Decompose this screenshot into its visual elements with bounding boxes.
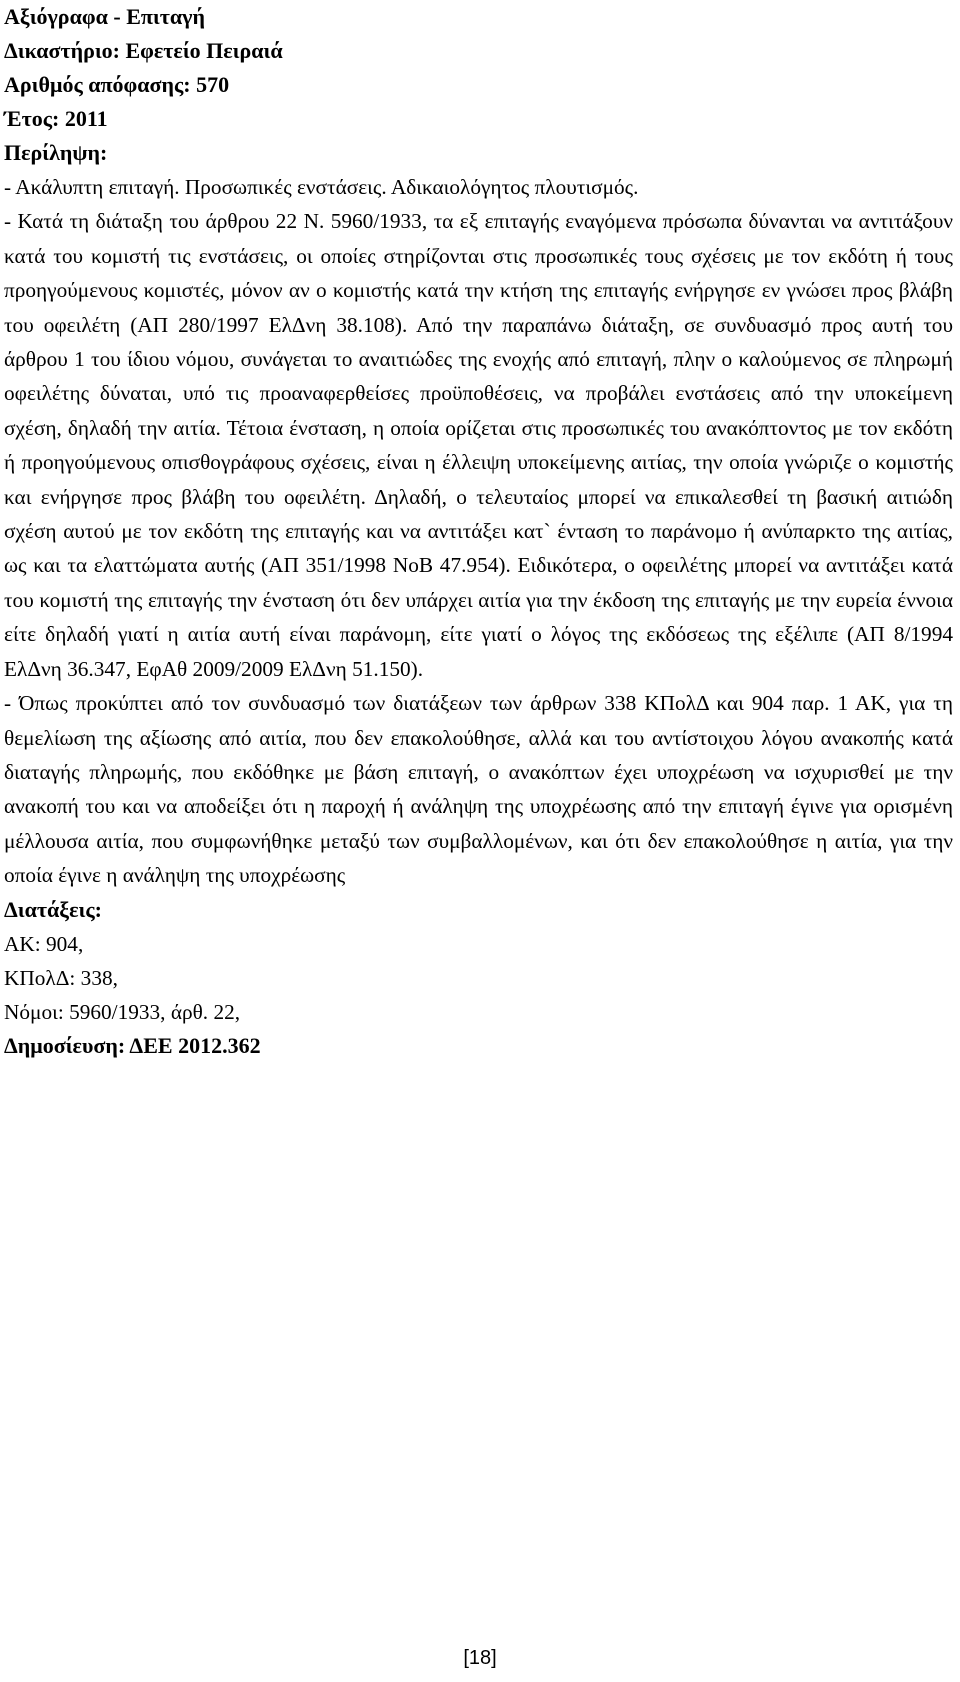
page-number: [18]	[463, 1647, 497, 1669]
decision-number: Αριθμός απόφασης: 570	[4, 72, 230, 97]
summary-body	[4, 170, 953, 893]
summary-paragraph: - Ακάλυπτη επιταγή. Προσωπικές ενστάσεις. Αδικαιολόγητος πλουτισμός.	[4, 175, 639, 199]
document-page	[4, 0, 953, 1063]
court-name: Δικαστήριο: Εφετείο Πειραιά	[4, 38, 283, 63]
document-type: Αξιόγραφα - Επιταγή	[4, 4, 205, 29]
summary-paragraph: - Όπως προκύπτει από τον συνδυασμό των διατάξεων των άρθρων 338 ΚΠολΔ και 904 παρ. 1 ΑΚ, για τη θεμελίωση της αξίωσης από αιτία, που δεν επακολούθησε, αλλά και του αντίστοιχου λόγου ανακοπής κατά διαταγής πληρωμής, που εκδόθηκε με βάση επιταγή, ο ανακόπτων έχει υποχρέωση να ισχυρισθεί με την ανακοπή του και να αποδείξει ότι η παροχή ή ανάληψη της υποχρέωσης από την επιταγή έγινε για ορισμένη μέλλουσα αιτία, που συμφωνήθηκε μεταξύ των συμβαλλομένων, και ότι δεν επακολούθησε η αιτία, για την οποία έγινε η ανάληψη της υποχρέωσης	[4, 691, 953, 888]
summary-label: Περίληψη:	[4, 140, 108, 165]
statute-item: ΑΚ: 904,	[4, 931, 84, 956]
summary-paragraph: - Κατά τη διάταξη του άρθρου 22 Ν. 5960/1933, τα εξ επιταγής εναγόμενα πρόσωπα δύνανται να αντιτάξουν κατά του κομιστή τις ενστάσεις, οι οποίες στηρίζονται στις προσωπικές τους σχέσεις με τον εκδότη ή τους προηγούμενους κομιστές, μόνον αν ο κομιστής κατά την κτήση της επιταγής ενήργησε εν γνώσει προς βλάβη του οφειλέτη (ΑΠ 280/1997 ΕλΔνη 38.108). Από την παραπάνω διάταξη, σε συνδυασμό προς αυτή του άρθρου 1 του ίδιου νόμου, συνάγεται το αναιτιώδες της ενοχής από επιταγή, πλην ο καλούμενος σε πληρωμή οφειλέτης δύναται, υπό τις προαναφερθείσες προϋποθέσεις, να προβάλει ενστάσεις από την υποκείμενη σχέση, δηλαδή την αιτία. Τέτοια ένσταση, η οποία ορίζεται στις προσωπικές του ανακόπτοντος με τον εκδότη ή προηγούμενους οπισθογράφους σχέσεις, είναι η έλλειψη υποκείμενης αιτίας, την οποία γνώριζε ο κομιστής και ενήργησε προς βλάβη του οφειλέτη. Δηλαδή, ο τελευταίος μπορεί να επικαλεσθεί τη βασική αιτιώδη σχέση αυτού με τον εκδότη της επιταγής και να αντιτάξει κατ` ένταση το παράνομο ή ανύπαρκτο της αιτίας, ως και τα ελαττώματα αυτής (ΑΠ 351/1998 ΝοΒ 47.954). Ειδικότερα, ο οφειλέτης μπορεί να αντιτάξει κατά του κομιστή της επιταγής την ένσταση ότι δεν υπάρχει αιτία για την έκδοση της επιταγής με την ευρεία έννοια είτε δηλαδή γιατί η αιτία αυτή είναι παράνομη, είτε γιατί ο λόγος της εκδόσεως της εξέλιπε (ΑΠ 8/1994 ΕλΔνη 36.347, ΕφΑθ 2009/2009 ΕλΔνη 51.150).	[4, 209, 953, 681]
publication-reference: Δημοσίευση: ΔΕΕ 2012.362	[4, 1032, 261, 1058]
statute-item: Νόμοι: 5960/1933, άρθ. 22,	[4, 999, 241, 1024]
decision-year: Έτος: 2011	[4, 106, 108, 131]
statutes-label: Διατάξεις:	[4, 896, 102, 922]
statute-item: ΚΠολΔ: 338,	[4, 965, 118, 990]
